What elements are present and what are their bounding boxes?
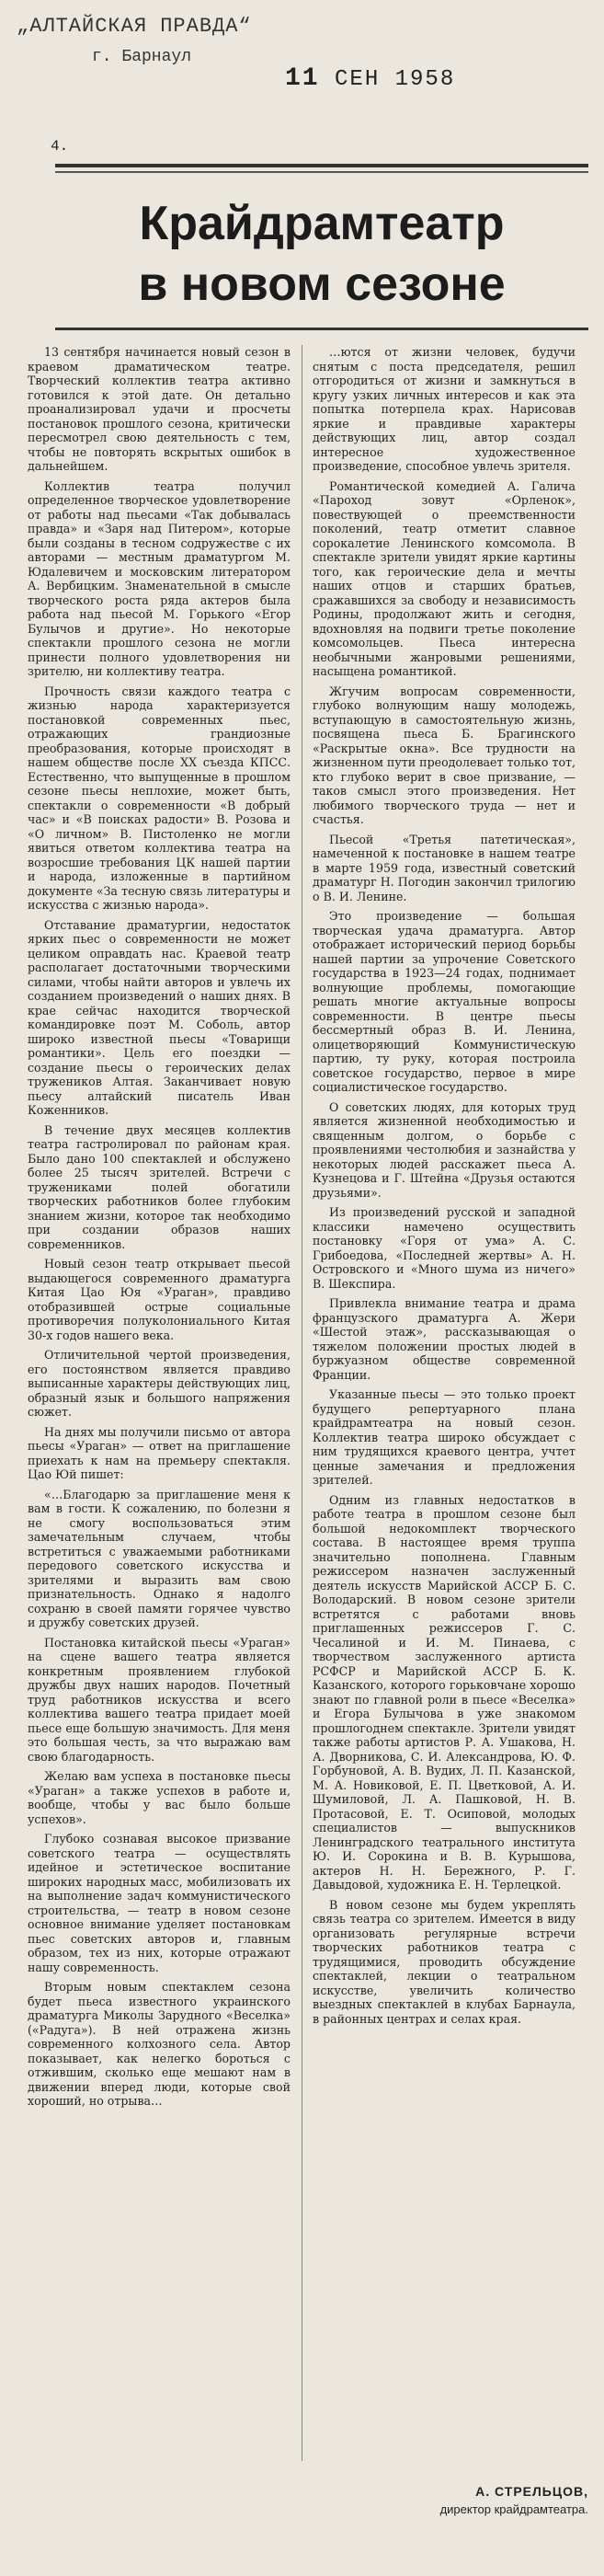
paragraph: В течение двух месяцев коллектив театра гастролировал по районам края. Было дано 100 спектаклей и обслужено более 25 тысяч зрителей. Встречи с тружениками полей обогатили творческих работников более глубоким знанием жизни, которое так необходимо при создании образов наших современников. (28, 1122, 291, 1251)
paragraph: Отличительной чертой произведения, его постоянством является правдиво выписанные характеры действующих лиц, образный язык и большого напряжения сюжет. (28, 1348, 291, 1419)
page-number: 4. (51, 138, 69, 155)
headline-rule (55, 328, 588, 330)
paragraph: Одним из главных недостатков в работе театра в прошлом сезоне был большой недокомплект творческого состава. В настоящее время труппа значительно пополнена. Главным режиссером назначен заслуженный деятель искусств Марийской АССР Б. С. Володарский. В новом сезоне зрители встретятся с работами вновь приглашенных режиссеров Г. С. Чесалиной и И. М. Пинаева, с творчеством заслуженного артиста РСФСР и Марийской АССР Б. К. Казанского, которого горьковчане хорошо знают по главной роли в пьесе «Веселка» и Егора Булычова в уже знакомом прошлогоднем спектакле. Зрители увидят также работы артистов Р. А. Ушакова, Н. А. Дворникова, С. И. Александрова, Ю. Ф. Горбуновой, А. В. Вудих, Л. П. Казанской, М. А. Новиковой, Е. П. Цветковой, А. И. Шумиловой, Л. А. Пашковой, Н. В. Протасовой, Е. Т. Осиповой, молодых специалистов — выпускников Ленинградского театрального института Ю. И. Сорокина и В. В. Курышова, актеров Н. Н. Бережного, Р. Г. Давыдовой, художника Е. Н. Терлецкой. (313, 1492, 576, 1892)
author-signature (331, 2484, 588, 2516)
top-rule (55, 164, 588, 167)
paragraph: Коллектив театра получил определенное творческое удовлетворение от работы над пьесами «Так добывалась правда» и «Заря над Питером», которые были созданы в тесном содружестве с их авторами — местным драматургом М. Юдалевичем и московским литератором А. Вербицким. Знаменательной в смысле творческого роста ряда актеров была работа над пьесой М. Горького «Егор Булычов и другие». Но некоторые спектакли прошлого сезона не могли принести полного удовлетворения ни зрителю, ни коллективу театра. (28, 478, 291, 678)
paragraph: Вторым новым спектаклем сезона будет пьеса известного украинского драматурга Миколы Зарудного «Веселка» («Радуга»). В ней отражена жизнь современного колхозного села. Автор показывает, как нелегко бороться с отжившим, сколько еще мешают нам в движении вперед люди, которые свой хороший, но отрыва… (28, 1980, 291, 2108)
top-rule-thin (55, 171, 588, 173)
column-left (28, 345, 291, 2535)
article-headline (55, 193, 588, 315)
paragraph: Жгучим вопросам современности, глубоко волнующим нашу молодежь, вступающую в самостоятельную жизнь, посвящена пьеса Б. Брагинского «Раскрытые окна». Все трудности на жизненном пути преодолевает только тот, кто глубоко верит в свое призвание, — таков смысл этого произведения. Нет любимого творческого труда — нет и счастья. (313, 684, 576, 826)
paragraph: Новый сезон театр открывает пьесой выдающегося современного драматурга Китая Цао Юя «Ураган», правдиво отобразившей острые социальные противоречия полуколониального Китая 30-х годов нашего века. (28, 1257, 291, 1342)
paragraph: Это произведение — большая творческая удача драматурга. Автор отображает исторический период борьбы нашей партии за упрочение Советского государства в 1923—24 годах, поднимает волнующие проблемы, помогающие решать многие актуальные вопросы современности. В центре пьесы бессмертный образ В. И. Ленина, олицетворяющий Коммунистическую партию, ту руку, которая построила советское государство, первое в мире социалистическое государство. (313, 909, 576, 1094)
paragraph: Пьесой «Третья патетическая», намеченной к постановке в нашем театре в марте 1959 года, известный советский драматург Н. Погодин закончил трилогию о В. И. Ленине. (313, 832, 576, 903)
paragraph: Постановка китайской пьесы «Ураган» на сцене вашего театра является конкретным проявлением глубокой дружбы двух наших народов. Почетный труд работников искусства и всего коллектива вашего театра придает моей пьесе еще большую значимость. Для меня это большая честь, за что выражаю вам свою благодарность. (28, 1635, 291, 1764)
paragraph: Желаю вам успеха в постановке пьесы «Ураган» а также успехов в работе и, вообще, чтобы у вас было больше успехов». (28, 1769, 291, 1826)
paragraph: Романтической комедией А. Галича «Пароход зовут «Орленок», повествующей о преемственности поколений, театр отметит славное сорокалетие Ленинского комсомола. В спектакле зрители увидят яркие картины того, как героические дела и мечты наших отцов и старших братьев, сражавшихся за свободу и независимость Родины, продолжают жить и сегодня, вдохновляя на подвиги третье поколение комсомольцев. Пьеса интересна необычными жанровыми решениями, насыщена романтикой. (313, 478, 576, 678)
newspaper-city: г. Барнаул (92, 48, 192, 66)
paragraph: Прочность связи каждого театра с жизнью народа характеризуется постановкой современных пьес, отражающих грандиозные преобразования, которые происходят в нашем обществе после XX съезда КПСС. Естественно, что выпущенные в прошлом сезоне пьесы неплохие, может быть, спектакли о современности «В добрый час» и «В поисках радости» В. Розова и «О личном» В. Пистоленко не могли явиться ответом коллектива театра на возросшие требования ЦК нашей партии и народа, изложенные в партийном документе «За тесную связь литературы и искусства с жизнью народа». (28, 684, 291, 912)
article-body (28, 345, 588, 2535)
paragraph: …ются от жизни человек, будучи снятым с поста председателя, решил отгородиться от жизни и замкнуться в кругу узких личных интересов и как эта попытка потерпела крах. Нарисовав яркие и правдивые характеры действующих лиц, автор создал интересное художественное произведение, способное увлечь зрителя. (313, 345, 576, 473)
paragraph: «…Благодарю за приглашение меня к вам в гости. К сожалению, по болезни я не смогу воспользоваться этим замечательным случаем, чтобы встретиться с уважаемыми работниками передового советского искусства и зрителями и выразить вам свою признательность. Однако я надолго сохраню в своей памяти горячее чувство и дружбу советских друзей. (28, 1487, 291, 1629)
clipping-header (9, 7, 598, 136)
headline-line-1: Крайдрамтеатр (139, 197, 505, 250)
paragraph: В новом сезоне мы будем укреплять связь театра со зрителем. Имеется в виду организовать регулярные встречи творческих работников театра с трудящимися, проводить обсуждение спектаклей, лекции о театральном искусстве, увеличить количество выездных спектаклей в клубах Барнаула, в районных центрах и селах края. (313, 1897, 576, 2026)
paragraph: Глубоко сознавая высокое призвание советского театра — осуществлять идейное и эстетическое воспитание широких народных масс, мобилизовать их на выполнение задач коммунистического строительства, — театр в новом сезоне основное внимание уделяет постановкам пьес советских авторов и, главным образом, тех из них, которые отражают нашу современность. (28, 1832, 291, 1974)
author-name: А. СТРЕЛЬЦОВ, (475, 2484, 588, 2499)
paragraph: Из произведений русской и западной классики намечено осуществить постановку «Горя от ума» А. С. Грибоедова, «Последней жертвы» А. Н. Островского и «Много шума из ничего» В. Шекспира. (313, 1205, 576, 1291)
date-day: 11 (285, 64, 320, 93)
column-right (313, 345, 576, 2535)
date-month-year: СЕН 1958 (335, 67, 456, 92)
newspaper-name: „АЛТАЙСКАЯ ПРАВДА“ (17, 15, 252, 38)
paragraph: Указанные пьесы — это только проект будущего репертуарного плана крайдрамтеатра на новый сезон. Коллектив театра широко обсуждает с ним трудящихся краевого центра, учтет ценные замечания и предложения зрителей. (313, 1387, 576, 1487)
headline-line-2: в новом сезоне (138, 258, 506, 311)
author-title: директор крайдрамтеатра. (439, 2502, 588, 2516)
date-stamp (285, 64, 455, 93)
paragraph: Отставание драматургии, недостаток ярких пьес о современности не может целиком оправдать нас. Краевой театр располагает достаточными творческими силами, чтобы найти авторов и увлечь их созданием произведений о наших днях. В крае сейчас находится творческой командировке поэт М. Соболь, автор широко известной пьесы «Товарищи романтики». Цель его поездки — создание пьесы о героических делах тружеников Алтая. Заканчивает новую пьесу алтайский писатель Иван Коженников. (28, 917, 291, 1117)
paragraph: 13 сентября начинается новый сезон в краевом драматическом театре. Творческий коллектив театра активно готовился к этой дате. Он детально проанализировал удачи и просчеты постановок прошлого сезона, критически пересмотрел свою деятельность с тем, чтобы не повторять вскрытых ошибок в дальнейшем. (28, 345, 291, 473)
paragraph: На днях мы получили письмо от автора пьесы «Ураган» — ответ на приглашение приехать к нам на премьеру спектакля. Цао Юй пишет: (28, 1424, 291, 1481)
paragraph: Привлекла внимание театра и драма французского драматурга А. Жери «Шестой этаж», рассказывающая о тяжелом положении простых людей в буржуазном обществе современной Франции. (313, 1296, 576, 1382)
paragraph: О советских людях, для которых труд является жизненной необходимостью и священным долгом, о борьбе с проявлениями честолюбия и зазнайства у некоторых людей расскажет пьеса А. Кузнецова и Г. Штейна «Друзья остаются друзьями». (313, 1099, 576, 1200)
